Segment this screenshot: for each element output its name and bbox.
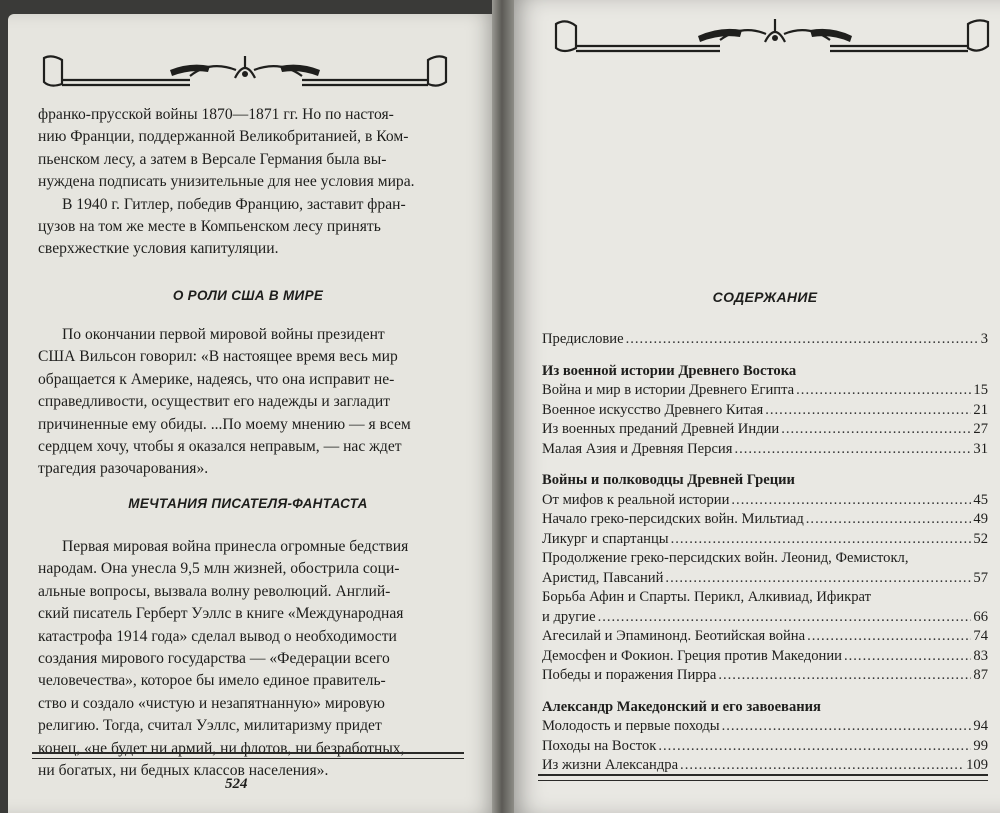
toc-entry-page: 21 <box>973 401 988 418</box>
toc-entry-page: 109 <box>966 757 988 773</box>
toc-leader-dots <box>680 756 964 776</box>
toc-entry[interactable] <box>542 420 988 440</box>
paragraph-line: США Вильсон говорил: «В настоящее время весь мир <box>38 348 398 366</box>
toc-entry-page: 99 <box>973 737 988 754</box>
toc-entry-title: Из жизни Александра <box>542 757 679 773</box>
toc-entry[interactable] <box>542 401 988 421</box>
toc-leader-dots <box>722 717 972 737</box>
paragraph-line: пьенском лесу, а затем в Версале Германия была вы- <box>38 150 387 168</box>
paragraph-line: справедливости, осуществит его надежды и загладит <box>38 393 391 411</box>
toc-leader-dots <box>765 401 971 421</box>
toc-entry-title: Победы и поражения Пирра <box>542 667 717 683</box>
paragraph-line: сердцем хочу, чтобы я оказался неправым, — нас ждет <box>38 438 402 456</box>
left-opening-text <box>38 104 458 261</box>
toc-entry[interactable] <box>542 330 988 350</box>
toc-leader-dots <box>665 569 971 589</box>
right-header-ornament <box>552 16 992 60</box>
toc-entry-title: От мифов к реальной истории <box>542 491 730 508</box>
toc-entry-page: 83 <box>973 647 988 664</box>
toc-entry[interactable] <box>542 737 988 757</box>
left-header-ornament <box>40 52 450 96</box>
toc-entry-title: Из военных преданий Древней Индии <box>542 421 780 437</box>
toc-entry-page: 3 <box>980 331 988 347</box>
toc-entry-title: Демосфен и Фокион. Греция против Македонии <box>542 647 842 664</box>
toc-leader-dots <box>598 608 972 628</box>
toc-entry-page: 66 <box>973 608 988 625</box>
toc-entry[interactable] <box>542 666 988 686</box>
book-gutter <box>492 0 514 813</box>
paragraph-line: альные вопросы, вызвала волну революций. Англий- <box>38 582 391 600</box>
toc-entry-title: Борьба Афин и Спарты. Перикл, Алкивиад, Ификрат <box>542 589 872 605</box>
toc-entry-title: Война и мир в истории Древнего Египта <box>542 382 795 398</box>
toc-entry-title: Продолжение греко-персидских войн. Леонид, Фемистокл, <box>542 550 909 566</box>
toc-entry[interactable] <box>542 647 988 667</box>
paragraph-line: создания мирового государства — «Федерации всего <box>38 650 390 668</box>
paragraph-line: сверхжесткие условия капитуляции. <box>38 240 279 258</box>
paragraph-line: причиненные ему обиды. ...По моему мнению — я всем <box>38 415 411 433</box>
toc-entry-title-cont: и другие <box>542 608 596 625</box>
toc-entry-title: Молодость и первые походы <box>542 718 720 734</box>
toc-entry-page: 31 <box>973 440 988 457</box>
toc-entry[interactable] <box>542 491 988 511</box>
toc-entry-page: 52 <box>973 530 988 547</box>
toc-leader-dots <box>806 510 972 530</box>
table-of-contents <box>542 330 988 776</box>
toc-entry[interactable] <box>542 549 988 588</box>
toc-entry-page: 15 <box>973 382 988 398</box>
toc-entry[interactable] <box>542 381 988 401</box>
toc-entry-page: 87 <box>973 667 988 683</box>
toc-leader-dots <box>844 647 971 667</box>
paragraph-line: нию Франции, поддержанной Великобританией, в Ком- <box>38 128 409 146</box>
toc-leader-dots <box>781 420 971 440</box>
toc-section-title: Из военной истории Древнего Востока <box>542 362 797 379</box>
paragraph-line: народам. Она унесла 9,5 млн жизней, обострила соци- <box>38 560 400 578</box>
paragraph-line: ни богатых, ни бедных классов населения». <box>38 762 329 780</box>
toc-leader-dots <box>658 737 971 757</box>
toc-entry[interactable] <box>542 440 988 460</box>
toc-entry-title: Начало греко-персидских войн. Мильтиад <box>542 511 804 527</box>
paragraph-line: ство и создало «чистую и незапятнанную» мировую <box>38 694 385 712</box>
section-heading-usa-role: О РОЛИ США В МИРЕ <box>172 288 324 303</box>
toc-leader-dots <box>796 381 971 401</box>
toc-leader-dots <box>734 440 971 460</box>
section-heading-writer-dreams: МЕЧТАНИЯ ПИСАТЕЛЯ-ФАНТАСТА <box>128 496 368 511</box>
paragraph-line: ский писатель Герберт Уэллс в книге «Международная <box>38 605 404 623</box>
toc-leader-dots <box>731 491 971 511</box>
right-footer-rule-thin <box>538 780 988 781</box>
toc-leader-dots <box>718 666 971 686</box>
toc-entry-page: 57 <box>973 569 988 586</box>
toc-entry[interactable] <box>542 756 988 776</box>
toc-entry-page: 74 <box>973 628 988 644</box>
paragraph-line: человечества», которое бы имело единое правитель- <box>38 672 386 690</box>
toc-entry-page: 94 <box>973 718 988 734</box>
paragraph-line: трагедия разочарования». <box>38 460 209 478</box>
toc-entry-title: Агесилай и Эпаминонд. Беотийская война <box>542 628 806 644</box>
toc-section-title: Александр Македонский и его завоевания <box>542 698 821 715</box>
usa-role-text <box>38 324 458 481</box>
toc-leader-dots <box>671 530 972 550</box>
toc-entry-page: 49 <box>973 511 988 527</box>
writer-dreams-text <box>38 536 458 782</box>
paragraph-line: катастрофа 1914 года» сделал вывод о необходимости <box>38 627 397 645</box>
toc-entry-title: Военное искусство Древнего Китая <box>542 401 764 418</box>
paragraph-line: конец, «не будет ни армий, ни флотов, ни безработных, <box>38 739 405 757</box>
paragraph-line: В 1940 г. Гитлер, победив Францию, заставит фран- <box>62 195 406 213</box>
left-page-number: 524 <box>225 776 248 792</box>
paragraph-line: цузов на том же месте в Компьенском лесу принять <box>38 218 381 236</box>
toc-entry-page: 45 <box>973 491 988 508</box>
paragraph-line: По окончании первой мировой войны президент <box>62 326 385 343</box>
toc-entry-title: Малая Азия и Древняя Персия <box>542 440 733 457</box>
toc-entry-title-cont: Аристид, Павсаний <box>542 569 664 586</box>
paragraph-line: нуждена подписать унизительные для нее условия мира. <box>38 173 415 191</box>
paragraph-line: обращается к Америке, надеясь, что она исправит не- <box>38 370 395 388</box>
toc-entry-page: 27 <box>973 421 988 437</box>
toc-entry[interactable] <box>542 588 988 627</box>
contents-heading: СОДЕРЖАНИЕ <box>712 289 818 305</box>
right-footer-rule <box>538 774 988 776</box>
paragraph-line: франко-прусской войны 1870—1871 гг. Но по настоя- <box>38 106 394 123</box>
toc-leader-dots <box>807 627 971 647</box>
toc-entry-title: Ликург и спартанцы <box>542 530 669 547</box>
left-footer-rule <box>32 752 464 754</box>
paragraph-line: религию. Тогда, считал Уэллс, милитаризму придет <box>38 717 382 735</box>
toc-entry[interactable] <box>542 510 988 530</box>
toc-entry-title: Походы на Восток <box>542 737 657 754</box>
toc-entry[interactable] <box>542 717 988 737</box>
toc-leader-dots <box>626 330 979 350</box>
toc-entry[interactable] <box>542 530 988 550</box>
toc-entry-title: Предисловие <box>542 331 624 347</box>
paragraph-line: Первая мировая война принесла огромные бедствия <box>62 538 409 555</box>
toc-entry[interactable] <box>542 627 988 647</box>
left-footer-rule-thin <box>32 758 464 759</box>
toc-section-title: Войны и полководцы Древней Греции <box>542 472 795 488</box>
